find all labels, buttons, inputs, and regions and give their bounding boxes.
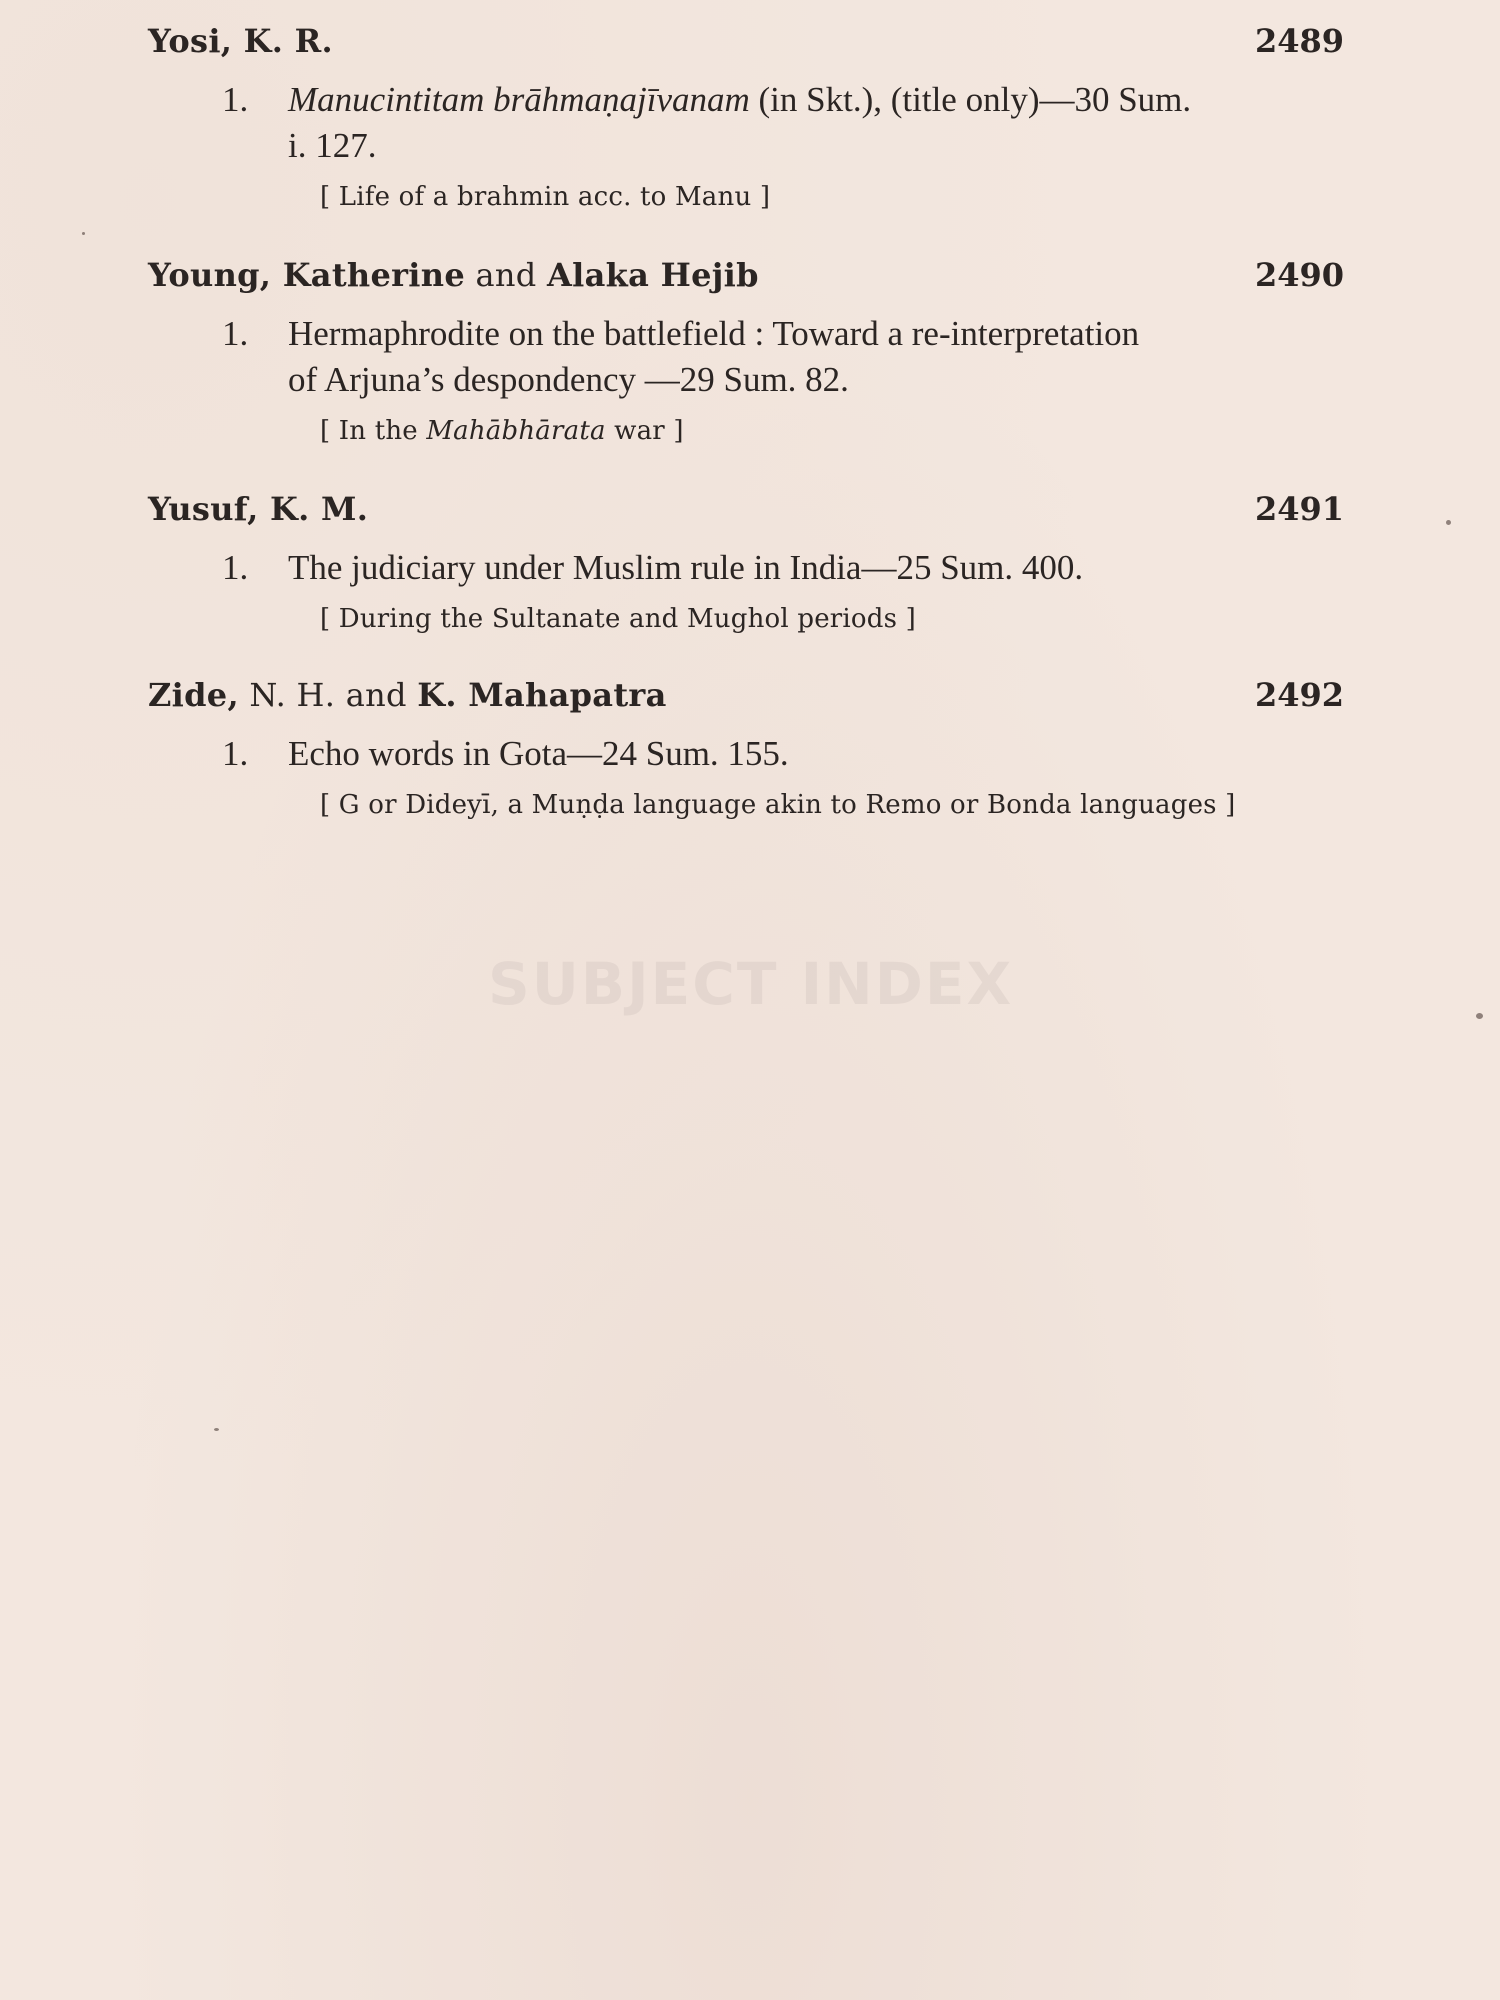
item-index: 1.	[222, 80, 249, 119]
annotation-note: [ During the Sultanate and Mughol periods ]	[320, 604, 916, 634]
item-index: 1.	[222, 314, 249, 353]
item-text-line: Hermaphrodite on the battlefield : Toward a re-interpretation	[288, 314, 1140, 353]
note-text: [ In the	[320, 416, 427, 446]
note-italic-title: Mahābhārata	[426, 416, 606, 446]
author-conjunction: and	[465, 256, 548, 294]
entry-number: 2489	[1254, 22, 1344, 60]
item-text-line: The judiciary under Muslim rule in India—25 Sum. 400.	[288, 548, 1084, 587]
entry-number: 2492	[1254, 676, 1344, 714]
item-text-line: of Arjuna’s despondency —29 Sum. 82.	[288, 360, 849, 399]
entry-header	[148, 676, 1344, 726]
author-primary: Zide,	[148, 676, 239, 714]
author-name: Yusuf, K. M.	[148, 490, 369, 528]
author-initials: N. H.	[238, 676, 336, 714]
list-item	[148, 545, 1344, 591]
index-entry-2491	[148, 490, 1344, 637]
author-name: Yosi, K. R.	[148, 22, 333, 60]
item-text-line	[288, 77, 1344, 123]
entry-header	[148, 22, 1344, 72]
annotation-note: [ Life of a brahmin acc. to Manu ]	[320, 182, 771, 212]
index-entry-2489	[148, 22, 1344, 215]
annotation-note: [ G or Dideyī, a Muṇḍa language akin to Remo or Bonda languages ]	[320, 790, 1236, 820]
paper-speck	[1476, 1013, 1483, 1019]
author-primary: Young, Katherine	[148, 256, 465, 294]
item-index: 1.	[222, 734, 249, 773]
item-index: 1.	[222, 548, 249, 587]
entry-number: 2490	[1254, 256, 1344, 294]
item-text-line: Echo words in Gota—24 Sum. 155.	[288, 734, 789, 773]
list-item	[148, 77, 1344, 169]
author-secondary: K. Mahapatra	[417, 676, 667, 714]
author-name	[148, 676, 667, 714]
entry-number: 2491	[1254, 490, 1344, 528]
author-conjunction: and	[335, 676, 418, 714]
paper-speck	[1446, 520, 1451, 525]
entry-header	[148, 490, 1344, 540]
list-item	[148, 731, 1344, 777]
item-title: Manucintitam brāhmaṇajīvanam	[288, 80, 750, 119]
index-entry-2490	[148, 256, 1344, 449]
annotation-note	[320, 413, 1344, 449]
list-item	[148, 311, 1344, 403]
paper-speck	[214, 1428, 219, 1431]
author-name	[148, 256, 759, 294]
item-citation: (in Skt.), (title only)—30 Sum.	[749, 80, 1192, 119]
note-text: war ]	[605, 416, 684, 446]
entry-header	[148, 256, 1344, 306]
index-entry-2492	[148, 676, 1344, 823]
author-secondary: Alaka Hejib	[547, 256, 759, 294]
paper-speck	[82, 232, 85, 235]
item-text-line: i. 127.	[288, 126, 377, 165]
bleed-through-heading: SUBJECT INDEX	[488, 950, 1014, 1018]
